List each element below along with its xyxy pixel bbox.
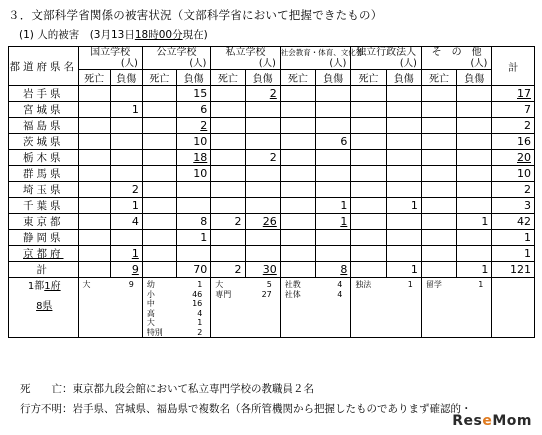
value-cell xyxy=(351,134,386,150)
value-cell xyxy=(280,198,315,214)
value-cell: 1 xyxy=(177,230,211,246)
group-name: 公立学校 xyxy=(156,47,197,58)
value-cell xyxy=(78,246,110,262)
value-cell xyxy=(457,166,492,182)
table-row xyxy=(9,230,535,246)
value-cell xyxy=(177,198,211,214)
value-cell xyxy=(421,102,456,118)
total-header: 計 xyxy=(492,47,535,86)
value-cell xyxy=(142,230,176,246)
group-header xyxy=(211,47,281,70)
value-cell xyxy=(421,150,456,166)
value-cell xyxy=(245,182,280,198)
value-cell xyxy=(211,166,245,182)
value-cell: 70 xyxy=(177,262,211,278)
value-cell: 1 xyxy=(110,198,142,214)
value-cell xyxy=(351,118,386,134)
row-total-cell: 1 xyxy=(492,246,535,262)
summary-dokuritsu xyxy=(351,278,422,338)
value-cell xyxy=(211,182,245,198)
value-cell xyxy=(110,86,142,102)
group-unit: (人) xyxy=(120,58,138,69)
value-cell xyxy=(386,166,421,182)
value-cell xyxy=(78,182,110,198)
value-cell xyxy=(280,102,315,118)
row-total-cell: 2 xyxy=(492,118,535,134)
pref-cell: 埼玉県 xyxy=(9,182,79,198)
value-cell xyxy=(421,182,456,198)
value-cell xyxy=(245,134,280,150)
value-cell: 1 xyxy=(457,262,492,278)
table-row xyxy=(9,134,535,150)
row-total-cell: 2 xyxy=(492,182,535,198)
table-row xyxy=(9,182,535,198)
note-death xyxy=(20,381,314,396)
group-header xyxy=(351,47,422,70)
value-cell: 1 xyxy=(110,102,142,118)
injury-subheader: 負傷 xyxy=(386,70,421,86)
value-cell xyxy=(421,86,456,102)
row-total-cell: 10 xyxy=(492,166,535,182)
summary-kouritsu xyxy=(142,278,210,338)
row-total-cell: 16 xyxy=(492,134,535,150)
pref-cell: 福島県 xyxy=(9,118,79,134)
pref-cell: 東京都 xyxy=(9,214,79,230)
value-cell xyxy=(316,182,351,198)
death-subheader: 死亡 xyxy=(421,70,456,86)
value-cell xyxy=(421,118,456,134)
group-unit: (人) xyxy=(470,58,488,69)
pref-cell: 京都府 xyxy=(9,246,79,262)
injury-subheader: 負傷 xyxy=(110,70,142,86)
value-cell xyxy=(351,166,386,182)
value-cell xyxy=(280,182,315,198)
summary-item: 大 9 xyxy=(82,280,134,289)
value-cell xyxy=(386,150,421,166)
value-cell: 30 xyxy=(245,262,280,278)
group-header xyxy=(78,47,142,70)
value-cell xyxy=(110,230,142,246)
value-cell xyxy=(245,102,280,118)
value-cell xyxy=(211,118,245,134)
note-death-text: ：東京都九段会館において私立専門学校の教職員２名 xyxy=(62,383,314,395)
value-cell xyxy=(351,262,386,278)
summary-pref: 1都1府 8県 xyxy=(9,278,79,338)
value-cell xyxy=(421,262,456,278)
pref-cell: 計 xyxy=(9,262,79,278)
summary-item: 小 46 xyxy=(146,289,203,299)
value-cell xyxy=(351,150,386,166)
value-cell xyxy=(142,166,176,182)
value-cell xyxy=(211,150,245,166)
value-cell xyxy=(280,214,315,230)
value-cell xyxy=(142,198,176,214)
value-cell xyxy=(457,118,492,134)
value-cell xyxy=(351,246,386,262)
value-cell xyxy=(457,86,492,102)
pref-cell: 宮城県 xyxy=(9,102,79,118)
value-cell xyxy=(245,166,280,182)
value-cell xyxy=(280,230,315,246)
value-cell xyxy=(351,182,386,198)
summary-item: 社教 4 xyxy=(284,280,343,289)
value-cell xyxy=(421,134,456,150)
row-total-cell: 7 xyxy=(492,102,535,118)
value-cell xyxy=(142,86,176,102)
value-cell: 2 xyxy=(110,182,142,198)
value-cell xyxy=(280,150,315,166)
pref-cell: 静岡県 xyxy=(9,230,79,246)
row-total-cell: 17 xyxy=(492,86,535,102)
value-cell xyxy=(142,134,176,150)
value-cell xyxy=(316,118,351,134)
summary-item: 社体 4 xyxy=(284,289,343,299)
summary-item: 大 1 xyxy=(146,318,203,327)
value-cell xyxy=(78,166,110,182)
subheading-time: 18時00分 xyxy=(134,29,183,41)
value-cell xyxy=(177,182,211,198)
group-unit: (人) xyxy=(399,58,417,69)
pref-cell: 栃木県 xyxy=(9,150,79,166)
value-cell xyxy=(280,118,315,134)
value-cell: 15 xyxy=(177,86,211,102)
value-cell: 10 xyxy=(177,134,211,150)
summary-shakai xyxy=(280,278,351,338)
value-cell: 1 xyxy=(110,246,142,262)
table-row xyxy=(9,102,535,118)
value-cell: 2 xyxy=(245,150,280,166)
value-cell xyxy=(386,182,421,198)
table-row xyxy=(9,198,535,214)
value-cell xyxy=(386,118,421,134)
value-cell xyxy=(78,214,110,230)
value-cell xyxy=(110,150,142,166)
group-unit: (人) xyxy=(329,58,347,69)
summary-total-empty xyxy=(492,278,535,338)
group-name: 独立行政法人 xyxy=(356,47,417,58)
row-total-cell: 1 xyxy=(492,230,535,246)
value-cell xyxy=(142,102,176,118)
value-cell xyxy=(211,134,245,150)
value-cell xyxy=(386,86,421,102)
value-cell: 2 xyxy=(177,118,211,134)
death-subheader: 死亡 xyxy=(211,70,245,86)
value-cell xyxy=(211,102,245,118)
value-cell xyxy=(177,246,211,262)
summary-item: 高 4 xyxy=(146,308,203,318)
value-cell xyxy=(421,198,456,214)
value-cell xyxy=(142,262,176,278)
group-unit: (人) xyxy=(189,58,207,69)
note-death-label: 死 亡 xyxy=(20,383,62,395)
value-cell xyxy=(421,246,456,262)
header-row-sub xyxy=(9,70,535,86)
injury-subheader: 負傷 xyxy=(316,70,351,86)
value-cell xyxy=(351,86,386,102)
value-cell xyxy=(211,246,245,262)
group-header xyxy=(421,47,492,70)
value-cell: 8 xyxy=(177,214,211,230)
summary-item: 大 5 xyxy=(215,280,272,289)
section-subheading xyxy=(19,27,208,42)
summary-item: 専門 27 xyxy=(215,289,272,299)
value-cell xyxy=(351,198,386,214)
row-total-cell: 42 xyxy=(492,214,535,230)
summary-shiritsu xyxy=(211,278,281,338)
value-cell xyxy=(78,86,110,102)
value-cell xyxy=(78,150,110,166)
value-cell xyxy=(280,166,315,182)
death-subheader: 死亡 xyxy=(142,70,176,86)
value-cell xyxy=(245,198,280,214)
value-cell xyxy=(245,118,280,134)
group-name: 国立学校 xyxy=(90,47,131,58)
value-cell xyxy=(211,230,245,246)
value-cell xyxy=(280,86,315,102)
value-cell xyxy=(142,246,176,262)
value-cell: 9 xyxy=(110,262,142,278)
value-cell xyxy=(316,166,351,182)
summary-item: 留学 1 xyxy=(425,280,484,289)
value-cell: 1 xyxy=(316,198,351,214)
value-cell xyxy=(110,134,142,150)
value-cell: 4 xyxy=(110,214,142,230)
pref-cell: 千葉県 xyxy=(9,198,79,214)
value-cell: 2 xyxy=(211,262,245,278)
value-cell xyxy=(78,198,110,214)
value-cell: 10 xyxy=(177,166,211,182)
header-row-groups xyxy=(9,47,535,70)
note-missing-label: 行方不明 xyxy=(20,403,62,415)
value-cell xyxy=(457,198,492,214)
value-cell: 18 xyxy=(177,150,211,166)
value-cell xyxy=(457,134,492,150)
value-cell xyxy=(78,262,110,278)
value-cell xyxy=(78,230,110,246)
value-cell xyxy=(421,166,456,182)
value-cell: 8 xyxy=(316,262,351,278)
value-cell xyxy=(316,86,351,102)
value-cell: 1 xyxy=(316,214,351,230)
value-cell xyxy=(386,246,421,262)
death-subheader: 死亡 xyxy=(351,70,386,86)
group-unit: (人) xyxy=(258,58,276,69)
value-cell xyxy=(457,102,492,118)
value-cell: 2 xyxy=(211,214,245,230)
summary-item: 幼 1 xyxy=(146,280,203,289)
subheading-prefix: (1) 人的被害 (3月13日 xyxy=(19,29,135,41)
value-cell xyxy=(110,166,142,182)
group-header xyxy=(280,47,364,70)
value-cell: 1 xyxy=(457,214,492,230)
table-row xyxy=(9,86,535,102)
group-name: そ の 他 xyxy=(431,47,482,58)
value-cell xyxy=(351,230,386,246)
table-row xyxy=(9,214,535,230)
resemom-logo: ReseMom xyxy=(452,413,532,429)
value-cell xyxy=(457,230,492,246)
pref-cell: 群馬県 xyxy=(9,166,79,182)
injury-subheader: 負傷 xyxy=(245,70,280,86)
value-cell xyxy=(245,230,280,246)
summary-item: 特別 2 xyxy=(146,327,203,337)
pref-cell: 茨城県 xyxy=(9,134,79,150)
group-header xyxy=(142,47,210,70)
summary-sonota xyxy=(421,278,492,338)
group-name: 社会教育・体育、文化等 xyxy=(280,48,364,57)
value-cell xyxy=(457,246,492,262)
value-cell xyxy=(142,118,176,134)
section-heading: ３．文部科学省関係の被害状況（文部科学省において把握できたもの） xyxy=(8,8,383,22)
group-name: 私立学校 xyxy=(225,47,266,58)
summary-row xyxy=(9,278,535,338)
value-cell: 26 xyxy=(245,214,280,230)
note-missing-text: ：岩手県、宮城県、福島県で複数名（各所管機関から把握したものでありまず確認的・ xyxy=(62,403,472,415)
injury-subheader: 負傷 xyxy=(457,70,492,86)
casualty-table xyxy=(8,46,535,338)
value-cell xyxy=(316,150,351,166)
injury-subheader: 負傷 xyxy=(177,70,211,86)
value-cell xyxy=(421,214,456,230)
summary-item: 中 16 xyxy=(146,299,203,308)
pref-cell: 岩手県 xyxy=(9,86,79,102)
row-total-cell: 3 xyxy=(492,198,535,214)
value-cell xyxy=(280,262,315,278)
pref-header: 都道府県名 xyxy=(9,47,79,86)
row-total-cell: 121 xyxy=(492,262,535,278)
death-subheader: 死亡 xyxy=(280,70,315,86)
value-cell: 1 xyxy=(386,198,421,214)
value-cell xyxy=(351,214,386,230)
value-cell xyxy=(110,118,142,134)
value-cell xyxy=(211,198,245,214)
table-row xyxy=(9,150,535,166)
value-cell xyxy=(142,214,176,230)
note-missing xyxy=(20,401,472,416)
value-cell xyxy=(457,150,492,166)
summary-kokuritsu xyxy=(78,278,142,338)
value-cell xyxy=(78,118,110,134)
value-cell xyxy=(280,246,315,262)
summary-item: 独法 1 xyxy=(355,280,413,289)
value-cell xyxy=(78,102,110,118)
value-cell xyxy=(351,102,386,118)
value-cell xyxy=(386,134,421,150)
value-cell xyxy=(457,182,492,198)
value-cell: 6 xyxy=(316,134,351,150)
value-cell xyxy=(280,134,315,150)
value-cell xyxy=(316,246,351,262)
table-row xyxy=(9,262,535,278)
value-cell xyxy=(316,102,351,118)
value-cell xyxy=(142,182,176,198)
value-cell xyxy=(142,150,176,166)
death-subheader: 死亡 xyxy=(78,70,110,86)
value-cell xyxy=(386,214,421,230)
value-cell xyxy=(316,230,351,246)
value-cell xyxy=(78,134,110,150)
table-row xyxy=(9,166,535,182)
row-total-cell: 20 xyxy=(492,150,535,166)
value-cell xyxy=(386,102,421,118)
subheading-suffix: 現在) xyxy=(182,29,208,41)
value-cell: 2 xyxy=(245,86,280,102)
table-row xyxy=(9,118,535,134)
value-cell xyxy=(245,246,280,262)
value-cell xyxy=(421,230,456,246)
value-cell: 1 xyxy=(386,262,421,278)
value-cell: 6 xyxy=(177,102,211,118)
value-cell xyxy=(386,230,421,246)
table-row xyxy=(9,246,535,262)
value-cell xyxy=(211,86,245,102)
